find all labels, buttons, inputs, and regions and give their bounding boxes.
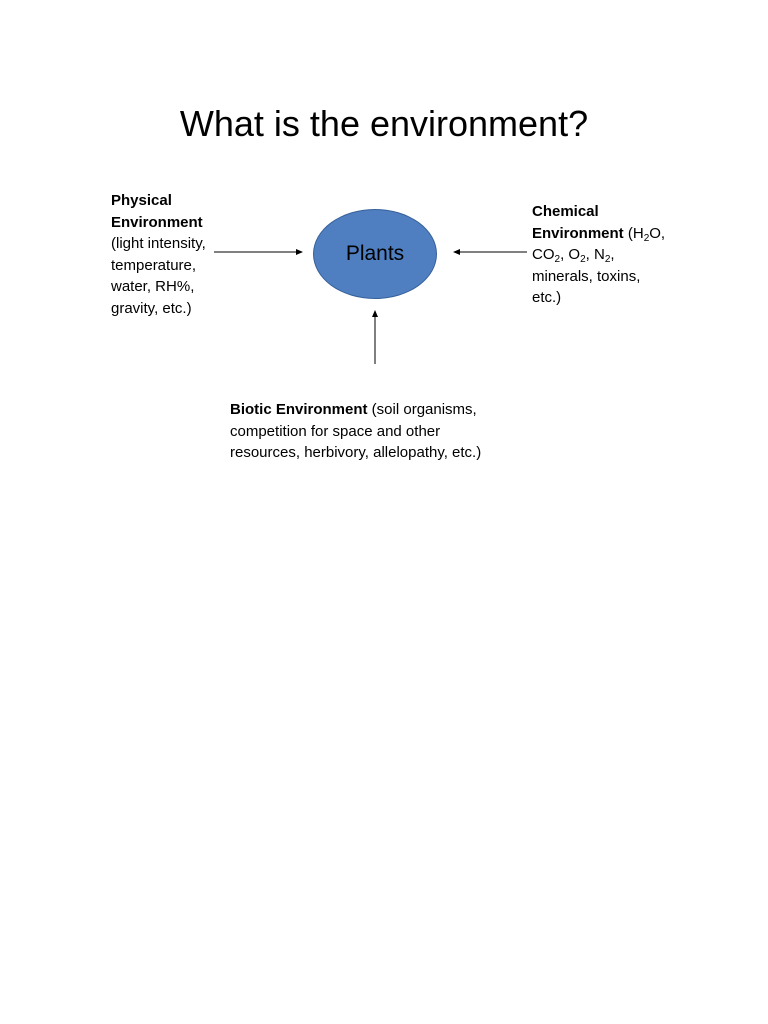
physical-line-4: gravity, etc.)	[111, 299, 192, 317]
n2-suffix: ,	[610, 246, 615, 263]
co2-sub: 2	[554, 254, 561, 265]
chemical-line-5: etc.)	[532, 289, 562, 306]
h2o-suffix: O,	[649, 224, 666, 242]
o2-sub: 2	[580, 254, 586, 265]
o2-prefix: , O	[560, 246, 581, 263]
h2o-sub: 2	[643, 232, 650, 244]
physical-line-3: water, RH%,	[111, 278, 195, 295]
physical-line-1: (light intensity,	[111, 235, 206, 252]
plants-label: Plants	[345, 242, 405, 265]
physical-heading-line2: Environment	[111, 213, 203, 231]
physical-line-2: temperature,	[111, 256, 197, 274]
h2o-prefix: (H	[623, 224, 644, 242]
co2-prefix: CO	[532, 246, 555, 263]
physical-heading-line1: Physical	[111, 192, 172, 209]
biotic-line-2: competition for space and other	[230, 422, 441, 440]
chemical-line-4: minerals, toxins,	[532, 267, 641, 285]
chemical-heading-line1: Chemical	[532, 203, 599, 220]
biotic-line-3: resources, herbivory, allelopathy, etc.)	[230, 444, 482, 461]
n2-prefix: , N	[585, 246, 605, 263]
biotic-line-1-rest: (soil organisms,	[367, 401, 477, 418]
chemical-heading-line2: Environment	[532, 224, 624, 242]
n2-sub: 2	[604, 254, 611, 265]
biotic-heading: Biotic Environment	[230, 401, 368, 418]
page-title: What is the environment?	[179, 103, 589, 144]
biotic-environment-text	[230, 399, 530, 464]
